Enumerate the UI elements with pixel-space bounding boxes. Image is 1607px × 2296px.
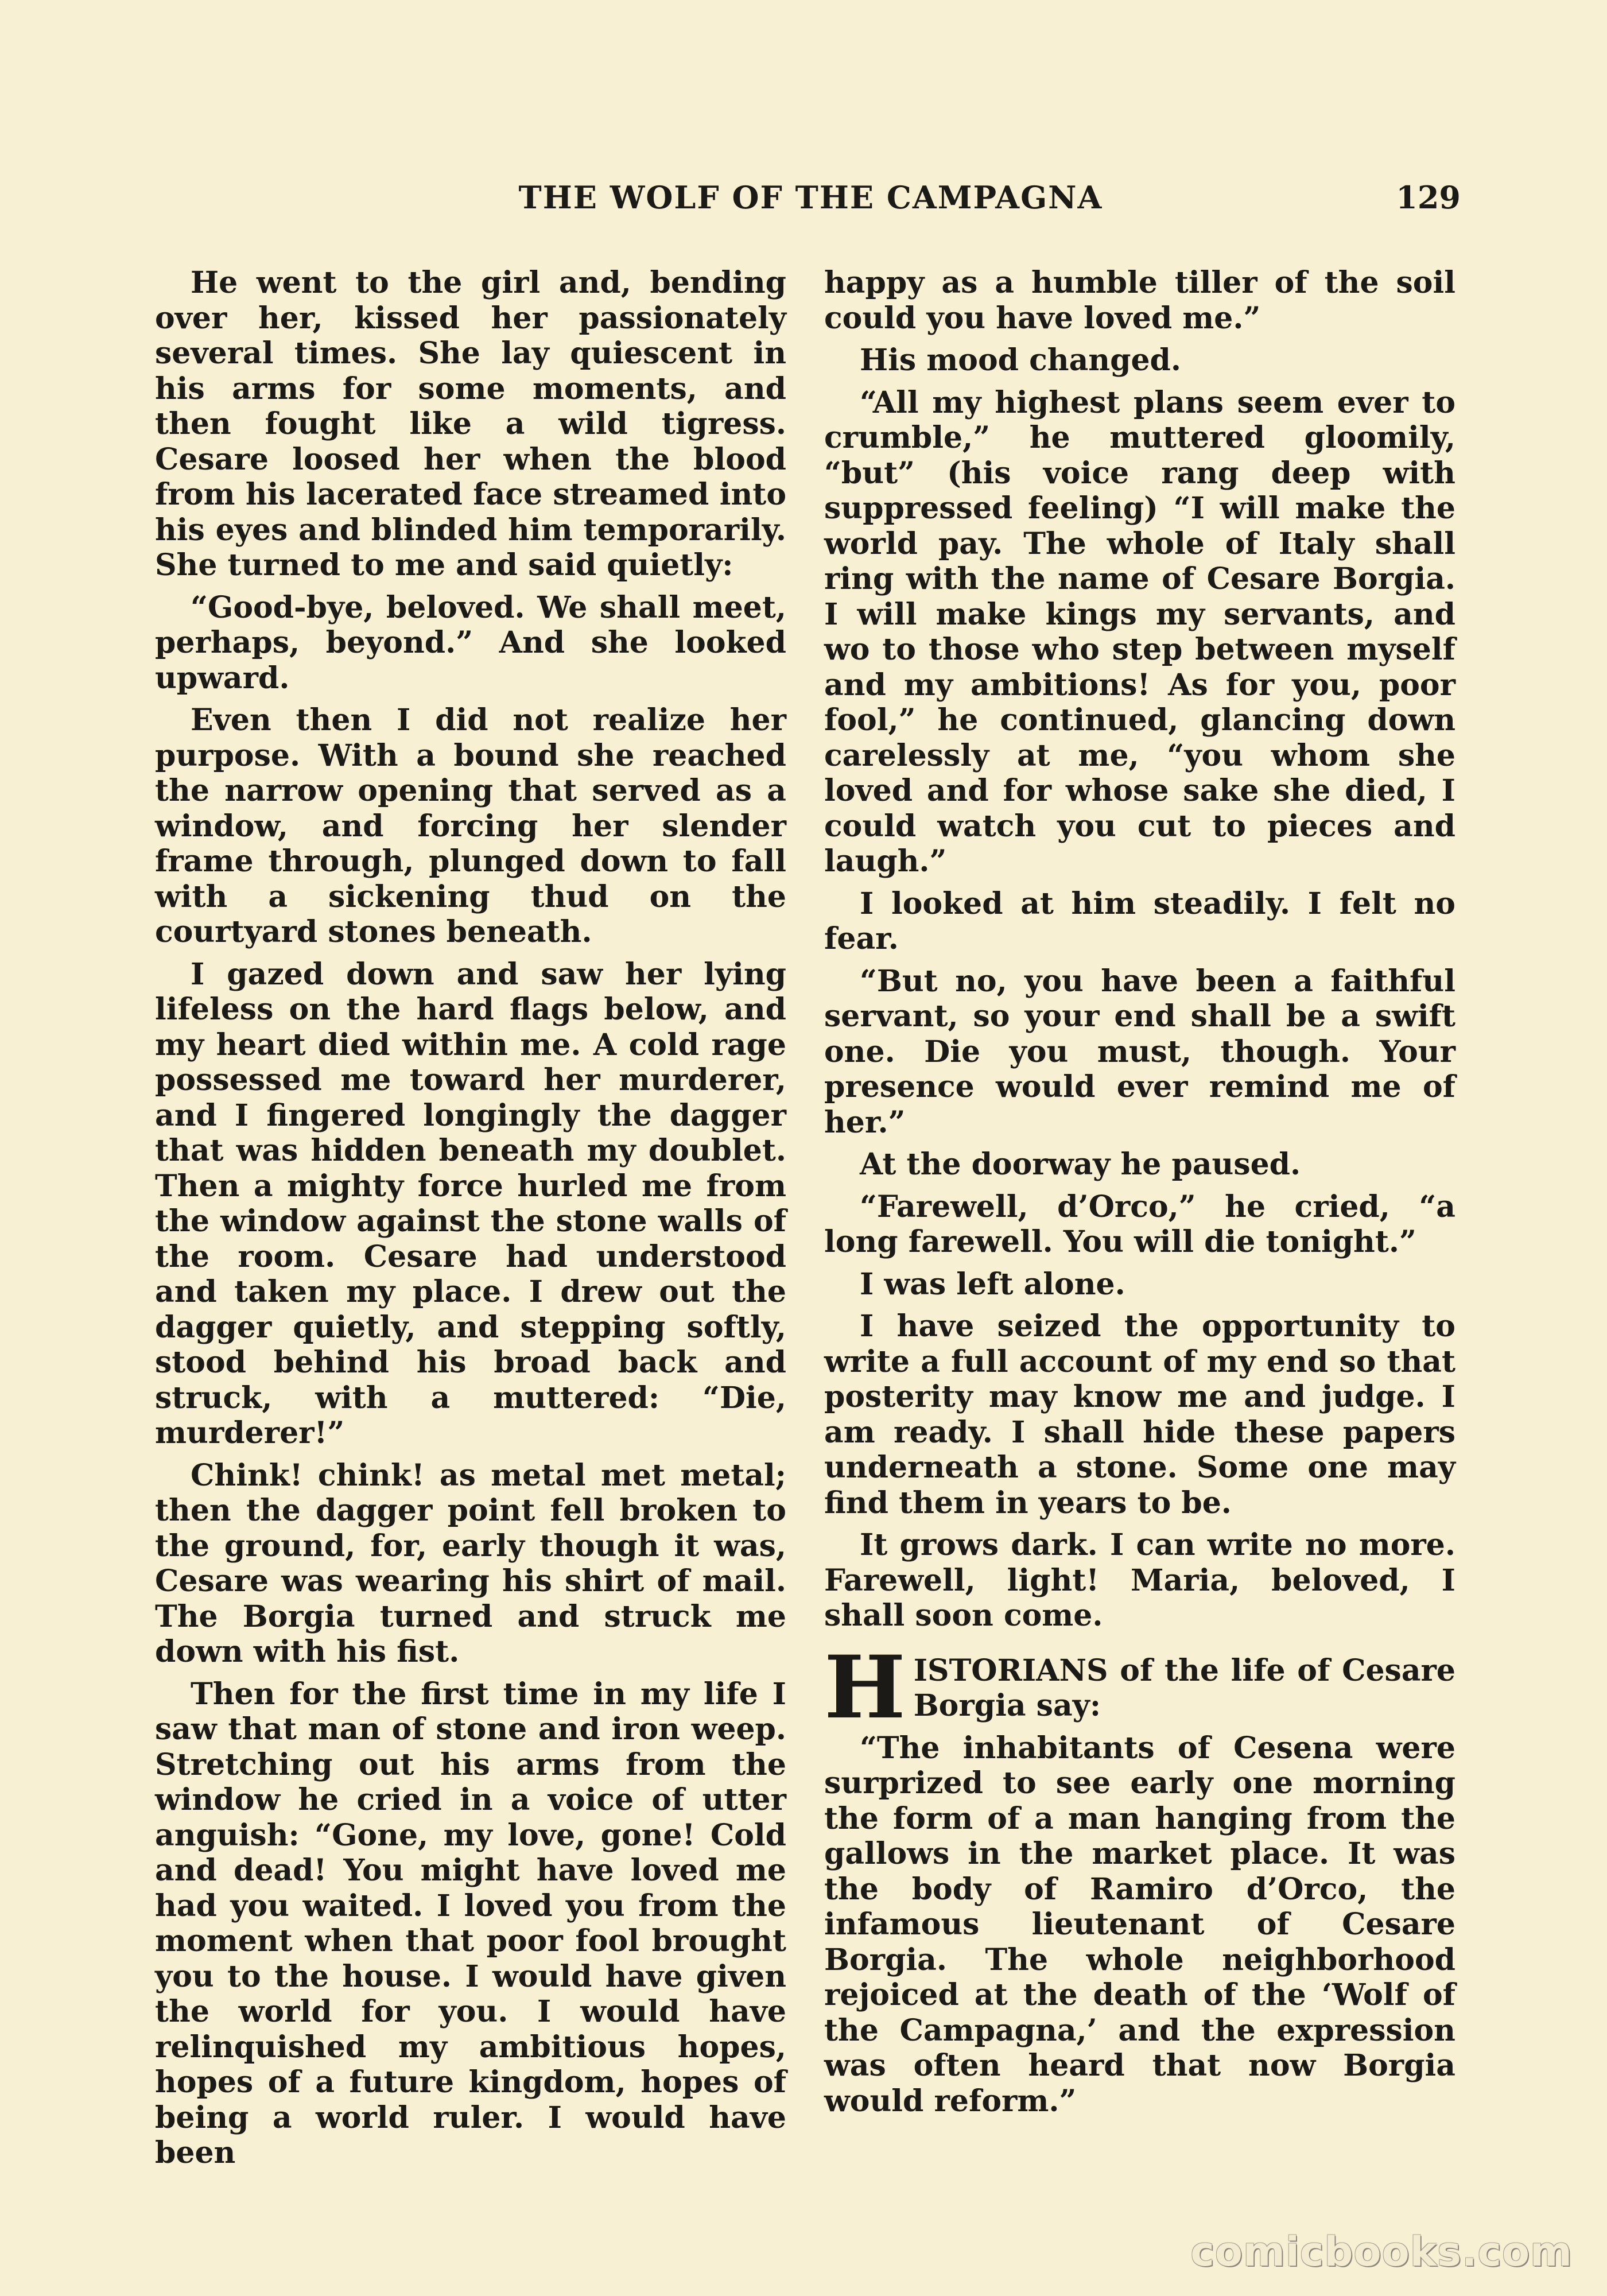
paragraph: At the doorway he paused. xyxy=(860,1147,1301,1182)
drop-cap: H xyxy=(824,1636,906,1738)
epilogue-text: ISTORIANS of the life of Cesare Borgia say: xyxy=(913,1653,1455,1723)
paragraph: “But no, you have been a faithful servant, so your end shall be a swift one. Die you must, though. Your presence would ever remind me of her.” xyxy=(824,963,1455,1140)
running-title: THE WOLF OF THE CAMPAGNA xyxy=(518,179,1103,216)
left-column xyxy=(155,265,786,2178)
paragraph: Even then I did not realize her purpose. With a bound she reached the narrow opening that served as a window, and forcing her slender frame through, plunged down to fall with a sickening thud on the courtyard stones beneath. xyxy=(155,703,786,949)
paragraph: It grows dark. I can write no more. Farewell, light! Maria, beloved, I shall soon come. xyxy=(824,1527,1455,1633)
page-number: 129 xyxy=(1396,179,1461,216)
continued-paragraph: happy as a humble tiller of the soil could you have loved me.” xyxy=(824,265,1455,336)
paragraph: I was left alone. xyxy=(860,1266,1125,1302)
paragraph: His mood changed. xyxy=(860,343,1181,378)
paragraph: Then for the first time in my life I saw that man of stone and iron weep. Stretching out his arms from the window he cried in a voice of utter anguish: “Gone, my love, gone! Cold and dead! You might have loved me had you waited. I loved you from the moment when that poor fool brought you to the house. I would have given the world for you. I would have relinquished my ambitious hopes, hopes of a future kingdom, hopes of being a world ruler. I would have been xyxy=(155,1676,786,2170)
paragraph: “The inhabitants of Cesena were surprized to see early one morning the form of a man hanging from the gallows in the market place. It was the body of Ramiro d’Orco, the infamous lieutenant of Cesare Borgia. The whole neighborhood rejoiced at the death of the ‘Wolf of the Campagna,’ and the expression was often heard that now Borgia would reform.” xyxy=(824,1730,1455,2119)
paragraph: I gazed down and saw her lying lifeless on the hard flags below, and my heart died within me. A cold rage possessed me toward her murderer, and I fingered longingly the dagger that was hidden beneath my doublet. Then a mighty force hurled me from the window against the stone walls of the room. Cesare had understood and taken my place. I drew out the dagger quietly, and stepping softly, stood behind his broad back and struck, with a muttered: “Die, murderer!” xyxy=(155,956,786,1450)
paragraph: “All my highest plans seem ever to crumble,” he muttered gloomily, “but” (his voice rang deep with suppressed feeling) “I will make the world pay. The whole of Italy shall ring with the name of Cesare Borgia. I will make kings my servants, and wo to those who step between myself and my ambitions! As for you, poor fool,” he continued, glancing down carelessly at me, “you whom she loved and for whose sake she died, I could watch you cut to pieces and laugh.” xyxy=(824,385,1455,879)
paragraph: He went to the girl and, bending over her, kissed her passionately several times. She lay quiescent in his arms for some moments, and then fought like a wild tigress. Cesare loosed her when the blood from his lacerated face streamed into his eyes and blinded him temporarily. She turned to me and said quietly: xyxy=(155,265,786,583)
paragraph: I looked at him steadily. I felt no fear. xyxy=(824,886,1455,956)
paragraph: Chink! chink! as metal met metal; then the dagger point fell broken to the ground, for, early though it was, Cesare was wearing his shirt of mail. The Borgia turned and struck me down with his fist. xyxy=(155,1457,786,1669)
paragraph: “Farewell, d’Orco,” he cried, “a long farewell. You will die tonight.” xyxy=(824,1189,1455,1259)
epilogue-heading xyxy=(824,1636,1455,1738)
page-header xyxy=(161,179,1461,219)
right-column xyxy=(824,265,1455,2126)
paragraph: “Good-bye, beloved. We shall meet, perhaps, beyond.” And she looked upward. xyxy=(155,589,786,696)
watermark: comicbooks.com xyxy=(1190,2228,1573,2275)
paragraph: I have seized the opportunity to write a full account of my end so that posterity may know me and judge. I am ready. I shall hide these papers underneath a stone. Some one may find them in years to be. xyxy=(824,1309,1455,1521)
